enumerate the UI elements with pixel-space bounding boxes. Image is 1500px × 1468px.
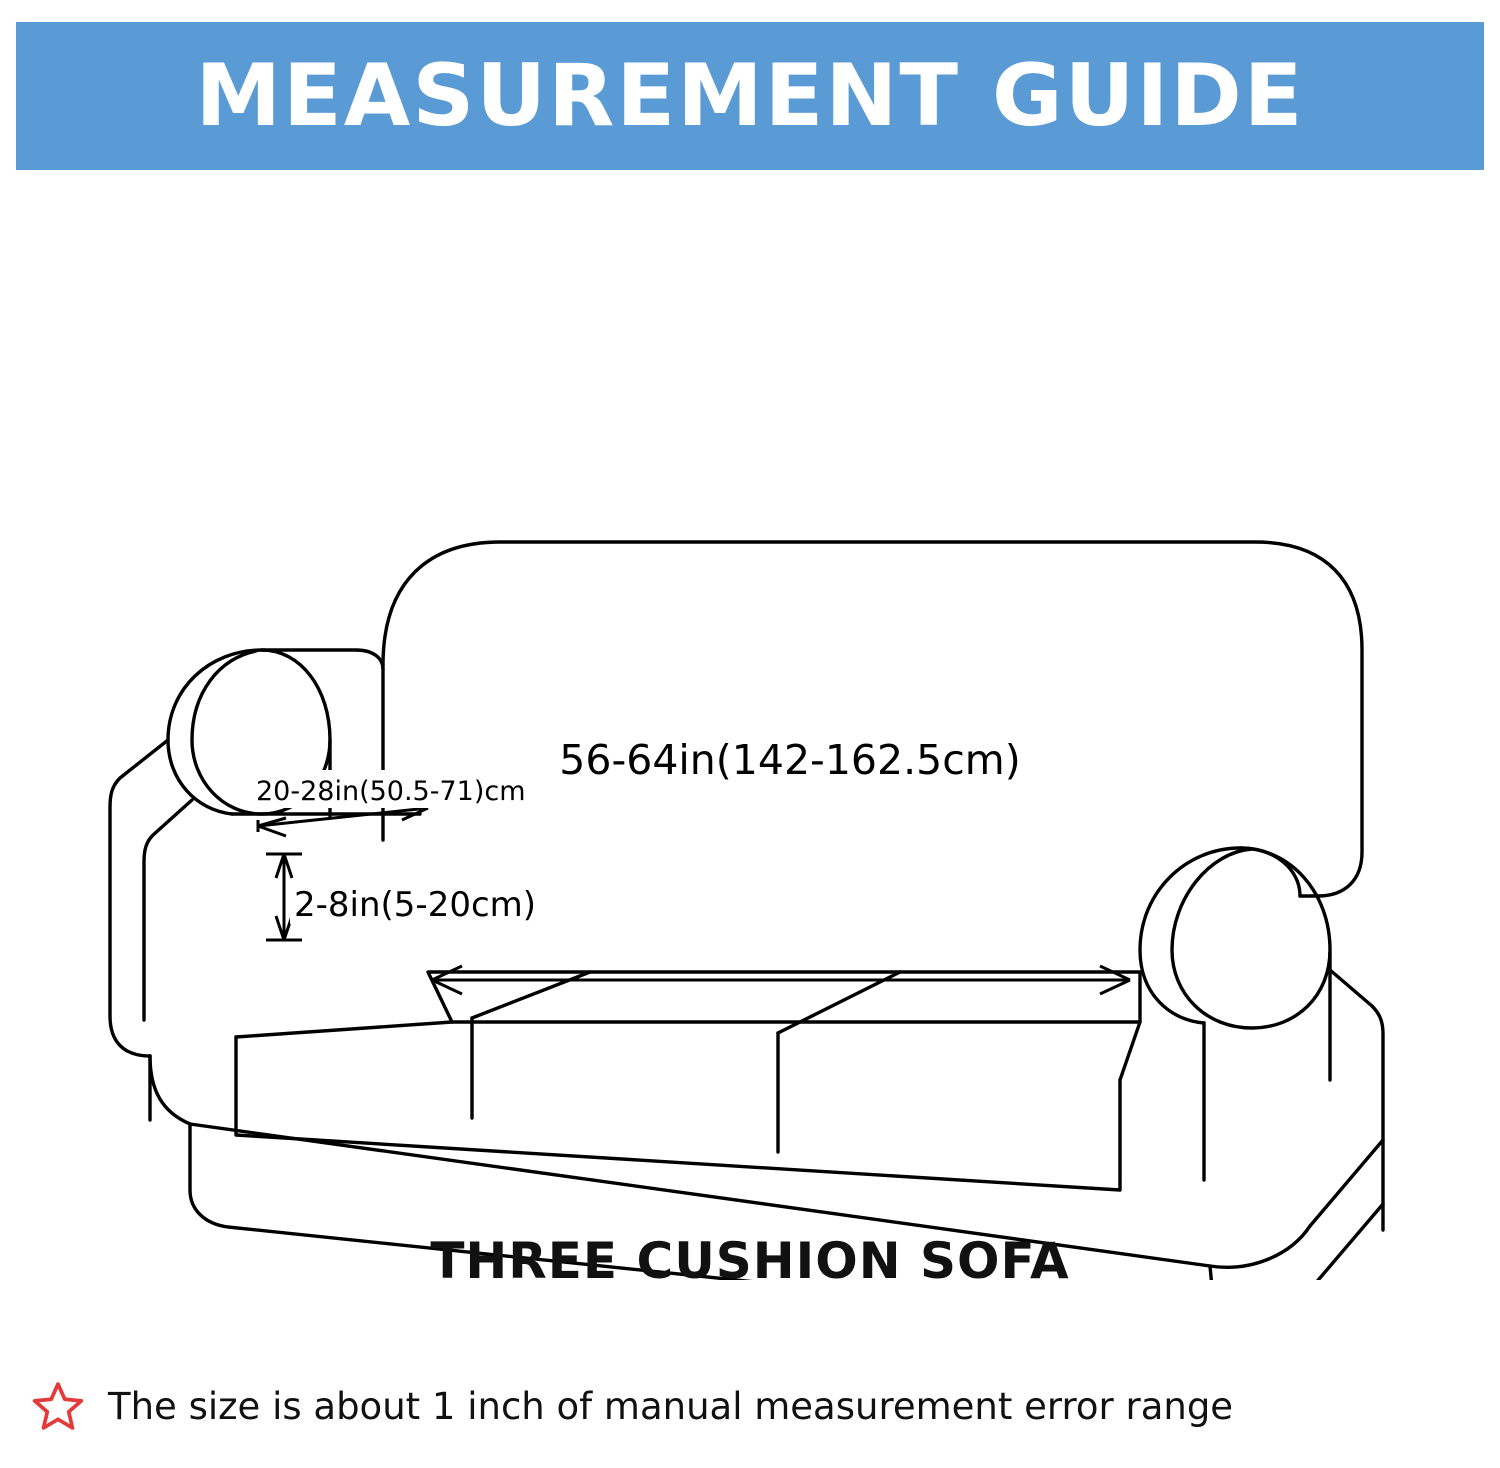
diagram-stage: [0, 180, 1500, 1280]
dimension-seat-depth: [252, 770, 526, 836]
header-banner: [16, 22, 1484, 170]
sofa-right-arm-roll-inner: [1172, 848, 1330, 1028]
sofa-cushion-right-edge: [1120, 1022, 1140, 1080]
sofa-cushion-front-face: [236, 1037, 1120, 1190]
sofa-left-side-inner: [144, 800, 192, 1020]
dimension-cushion-height: [266, 854, 540, 940]
diagram-caption: THREE CUSHION SOFA: [430, 1232, 1070, 1290]
sofa-left-side-body: [110, 740, 168, 1056]
sofa-diagram-svg: [0, 180, 1500, 1280]
sofa-cushion-top-left-edge: [236, 1022, 452, 1037]
sofa-backrest: [383, 542, 1362, 896]
seat-depth-label: 20-28in(50.5-71)cm: [256, 776, 526, 807]
footnote-text: The size is about 1 inch of manual measurement error range: [108, 1384, 1234, 1428]
cushion-height-label: 2-8in(5-20cm): [294, 885, 537, 925]
seat-width-label: 56-64in(142-162.5cm): [559, 736, 1021, 784]
star-icon: [30, 1378, 86, 1434]
page-title: MEASUREMENT GUIDE: [195, 46, 1305, 146]
footnote: [30, 1378, 1470, 1434]
sofa-right-arm-roll: [1140, 848, 1300, 1023]
dimension-seat-width: [432, 734, 1130, 994]
